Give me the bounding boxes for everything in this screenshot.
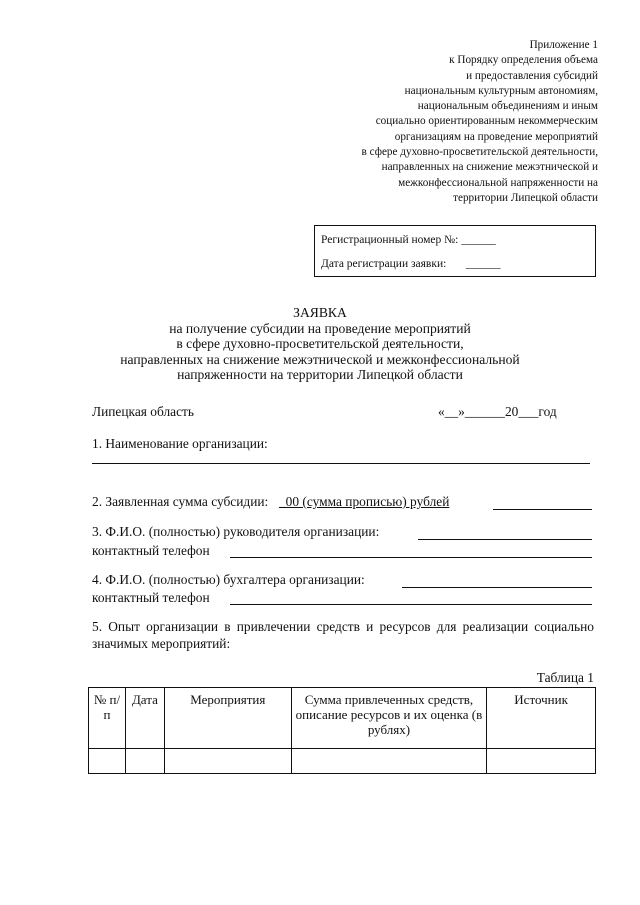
title-line: на получение субсидии на проведение мероприятий bbox=[169, 320, 471, 336]
accountant-phone-input-line[interactable] bbox=[230, 604, 592, 605]
table-header-row bbox=[89, 688, 596, 749]
accountant-phone-label: контактный телефон bbox=[92, 590, 210, 605]
table-cell[interactable] bbox=[164, 749, 291, 774]
subsidy-amount-value: _00 (сумма прописью) рублей bbox=[278, 494, 450, 509]
appendix-line: Приложение 1 bbox=[529, 39, 598, 51]
org-name-label: 1. Наименование организации: bbox=[92, 436, 268, 451]
accountant-name-label: 4. Ф.И.О. (полностью) бухгалтера организации: bbox=[92, 572, 365, 587]
appendix-line: и предоставления субсидий bbox=[466, 69, 598, 82]
table-row bbox=[89, 749, 596, 774]
column-header-source: Источник bbox=[487, 688, 596, 749]
date-field[interactable]: «__»______20___год bbox=[438, 404, 557, 419]
appendix-line: межконфессиональной напряженности на bbox=[398, 176, 598, 189]
appendix-line: национальным объединениям и иным bbox=[417, 100, 598, 113]
experience-paragraph: 5. Опыт организации в привлечении средств и ресурсов для реализации социально значимых мероприятий: bbox=[92, 619, 594, 651]
table-cell[interactable] bbox=[125, 749, 164, 774]
column-header-date: Дата bbox=[125, 688, 164, 749]
table-cell[interactable] bbox=[291, 749, 487, 774]
table-cell[interactable] bbox=[487, 749, 596, 774]
title-heading: ЗАЯВКА bbox=[293, 305, 347, 320]
appendix-header bbox=[298, 38, 598, 206]
document-title bbox=[60, 305, 580, 383]
table-label: Таблица 1 bbox=[536, 670, 594, 685]
subsidy-amount-field[interactable] bbox=[92, 494, 449, 510]
column-header-events: Мероприятия bbox=[164, 688, 291, 749]
appendix-line: национальным культурным автономиям, bbox=[404, 84, 598, 97]
org-name-input-line[interactable] bbox=[92, 463, 590, 464]
column-header-amount: Сумма привлеченных средств, описание ресурсов и их оценка (в рублях) bbox=[291, 688, 487, 749]
subsidy-amount-line bbox=[493, 509, 592, 510]
registration-date-field[interactable] bbox=[321, 258, 501, 270]
appendix-line: организациям на проведение мероприятий bbox=[394, 130, 598, 143]
table-cell[interactable] bbox=[89, 749, 126, 774]
title-line: направленных на снижение межэтнической и межконфессиональной bbox=[120, 351, 520, 367]
appendix-line: в сфере духовно-просветительской деятельности, bbox=[361, 146, 598, 159]
registration-box bbox=[314, 225, 596, 277]
place-label: Липецкая область bbox=[92, 404, 194, 419]
title-line: напряженности на территории Липецкой области bbox=[177, 367, 463, 383]
title-line: в сфере духовно-просветительской деятельности, bbox=[176, 336, 464, 352]
director-name-label: 3. Ф.И.О. (полностью) руководителя организации: bbox=[92, 524, 380, 539]
column-header-number: № п/п bbox=[89, 688, 126, 749]
director-phone-input-line[interactable] bbox=[230, 557, 592, 558]
accountant-name-input-line[interactable] bbox=[402, 587, 592, 588]
director-phone-label: контактный телефон bbox=[92, 543, 210, 558]
registration-date-value: ______ bbox=[466, 258, 501, 270]
registration-date-label: Дата регистрации заявки: bbox=[321, 258, 447, 270]
appendix-line: к Порядку определения объема bbox=[449, 54, 598, 67]
subsidy-amount-label: 2. Заявленная сумма субсидии: bbox=[92, 494, 269, 509]
appendix-line: социально ориентированным некоммерческим bbox=[375, 115, 598, 128]
appendix-line: территории Липецкой области bbox=[453, 191, 598, 204]
appendix-line: направленных на снижение межэтнической и bbox=[381, 161, 598, 174]
experience-table bbox=[88, 687, 596, 774]
director-name-input-line[interactable] bbox=[418, 539, 592, 540]
registration-number-field[interactable]: Регистрационный номер №: ______ bbox=[321, 234, 496, 246]
